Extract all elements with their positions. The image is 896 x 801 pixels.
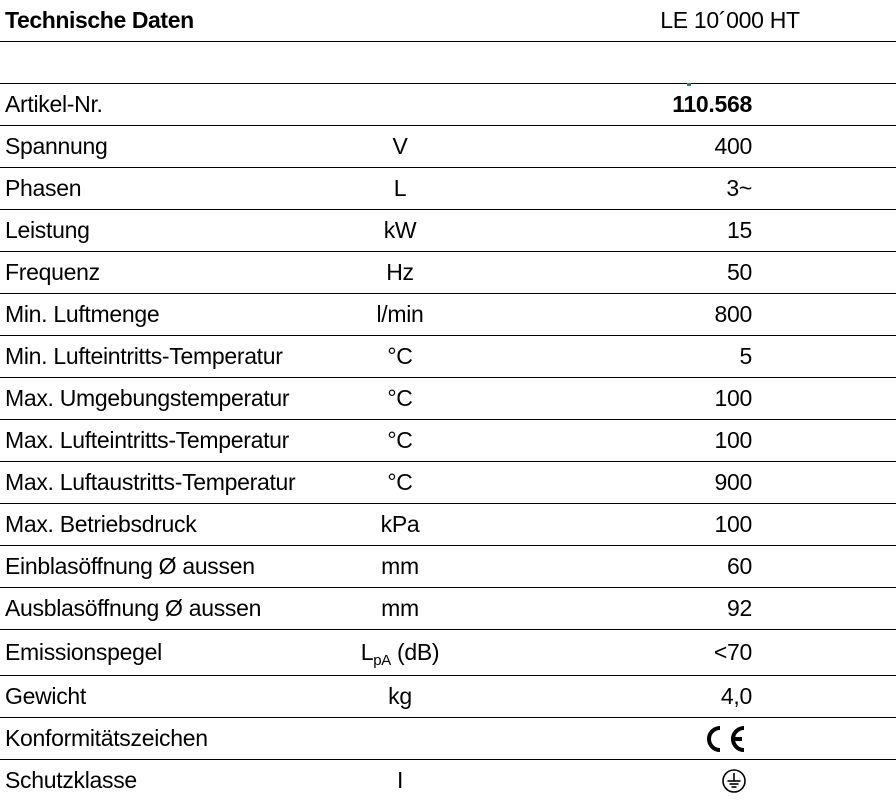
row-label: Max. Luftaustritts-Temperatur [5, 469, 296, 495]
row-label: Min. Lufteintritts-Temperatur [5, 343, 283, 369]
table-row [0, 462, 896, 504]
unit-tail: (dB) [390, 639, 440, 665]
row-value: 92 [727, 595, 752, 621]
row-label: Leistung [5, 217, 90, 243]
model-name: LE 10´000 HT [660, 7, 800, 33]
row-label: Schutzklasse [5, 767, 137, 793]
table-row [0, 294, 896, 336]
row-label: Max. Lufteintritts-Temperatur [5, 427, 290, 453]
row-label: Max. Betriebsdruck [5, 511, 197, 537]
row-label: Einblasöffnung Ø aussen [5, 553, 255, 579]
row-unit: °C [387, 469, 413, 495]
row-unit: kg [388, 683, 412, 709]
row-label: Frequenz [5, 259, 100, 285]
row-unit: l/min [376, 301, 424, 327]
row-unit: °C [387, 343, 413, 369]
table-row [0, 168, 896, 210]
table-title: Technische Daten [5, 7, 194, 33]
row-label: Max. Umgebungstemperatur [5, 385, 290, 411]
row-unit: mm [381, 595, 419, 621]
unit-subscript: pA [373, 652, 391, 669]
row-unit: I [396, 767, 404, 793]
row-value: 15 [727, 217, 752, 243]
table-row [0, 760, 896, 800]
spacer-row [0, 42, 896, 84]
row-unit: V [392, 133, 408, 159]
row-label: Emissionspegel [5, 639, 162, 665]
table-row [0, 718, 896, 760]
row-unit: L [393, 175, 407, 201]
table-row [0, 378, 896, 420]
row-label: Phasen [5, 175, 82, 201]
table-row [0, 252, 896, 294]
row-unit: kPa [380, 511, 420, 537]
row-value: <70 [713, 639, 752, 665]
row-unit [300, 630, 500, 675]
table-row [0, 336, 896, 378]
row-label: Min. Luftmenge [5, 301, 160, 327]
row-value: 100 [714, 427, 752, 453]
header-row [0, 0, 896, 42]
row-unit: kW [383, 217, 417, 243]
table-row [0, 676, 896, 718]
ce-mark-icon [702, 718, 748, 759]
row-label: Spannung [5, 133, 108, 159]
row-value: 900 [714, 469, 752, 495]
row-unit: Hz [386, 259, 414, 285]
table-row [0, 504, 896, 546]
article-number: 110.568 [672, 91, 752, 117]
row-value: 400 [714, 133, 752, 159]
row-value: 100 [714, 511, 752, 537]
row-value: 800 [714, 301, 752, 327]
row-unit: mm [381, 553, 419, 579]
table-row [0, 84, 896, 126]
row-unit: °C [387, 427, 413, 453]
row-value: 60 [727, 553, 752, 579]
row-label: Gewicht [5, 683, 86, 709]
table-row [0, 630, 896, 676]
row-label: Ausblasöffnung Ø aussen [5, 595, 262, 621]
row-value: 3~ [726, 175, 752, 201]
row-label: Konformitätszeichen [5, 725, 208, 751]
table-row [0, 126, 896, 168]
row-value: 100 [714, 385, 752, 411]
unit-main: L [360, 639, 374, 665]
row-value: 5 [739, 343, 752, 369]
table-row [0, 210, 896, 252]
table-row [0, 546, 896, 588]
row-value: 4,0 [720, 683, 752, 709]
table-row [0, 420, 896, 462]
row-value: 50 [727, 259, 752, 285]
protective-earth-icon [721, 760, 747, 801]
row-label: Artikel-Nr. [5, 91, 103, 117]
row-unit: °C [387, 385, 413, 411]
table-row [0, 588, 896, 630]
